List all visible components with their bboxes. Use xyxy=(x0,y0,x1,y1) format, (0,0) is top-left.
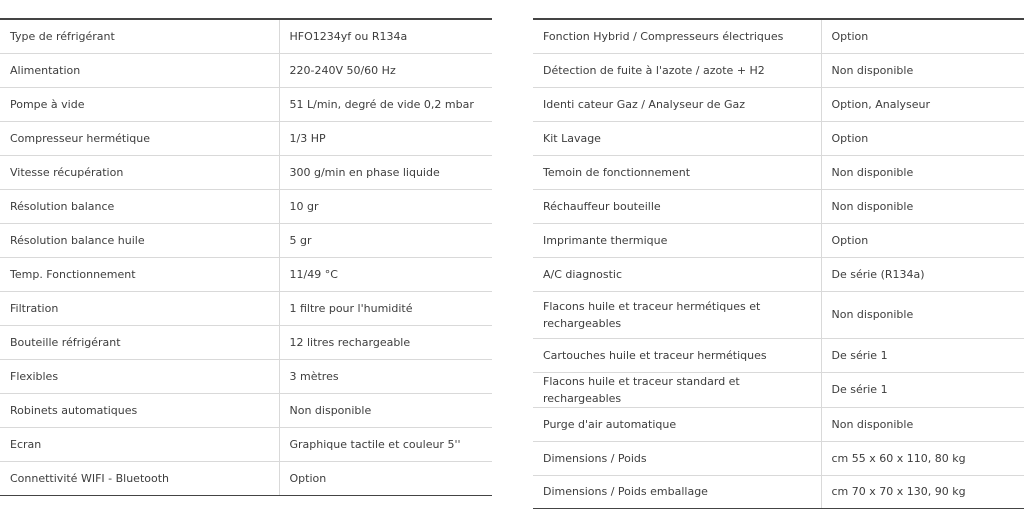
spec-label-cell: Flacons huile et traceur hermétiques et rechargeables xyxy=(533,291,821,338)
table-row xyxy=(533,87,1024,121)
table-row xyxy=(0,189,492,223)
spec-table-right-body xyxy=(533,19,1024,508)
spec-label-cell: Kit Lavage xyxy=(533,121,821,155)
spec-label-cell: Ecran xyxy=(0,427,279,461)
spec-value-cell: 11/49 °C xyxy=(279,257,492,291)
table-row xyxy=(533,291,1024,338)
spec-table-left-body xyxy=(0,19,492,495)
table-row xyxy=(0,223,492,257)
spec-value-cell: De série 1 xyxy=(821,372,1024,407)
spec-value-cell: Graphique tactile et couleur 5'' xyxy=(279,427,492,461)
spec-value-cell: 12 litres rechargeable xyxy=(279,325,492,359)
spec-value-cell: Non disponible xyxy=(279,393,492,427)
spec-label-cell: Cartouches huile et traceur hermétiques xyxy=(533,338,821,372)
table-row xyxy=(0,19,492,53)
spec-value-cell: 10 gr xyxy=(279,189,492,223)
spec-value-cell: Option, Analyseur xyxy=(821,87,1024,121)
table-row xyxy=(0,325,492,359)
table-row xyxy=(0,155,492,189)
spec-value-cell: 3 mètres xyxy=(279,359,492,393)
spec-value-cell: 1/3 HP xyxy=(279,121,492,155)
spec-label-cell: Compresseur hermétique xyxy=(0,121,279,155)
spec-value-cell: cm 70 x 70 x 130, 90 kg xyxy=(821,475,1024,508)
table-row xyxy=(533,372,1024,407)
spec-value-cell: Option xyxy=(279,461,492,495)
spec-label-cell: Identi cateur Gaz / Analyseur de Gaz xyxy=(533,87,821,121)
table-row xyxy=(0,393,492,427)
spec-table-right xyxy=(533,18,1024,509)
table-row xyxy=(0,53,492,87)
spec-label-cell: Type de réfrigérant xyxy=(0,19,279,53)
table-row xyxy=(533,441,1024,475)
spec-label-cell: Détection de fuite à l'azote / azote + H2 xyxy=(533,53,821,87)
table-row xyxy=(533,155,1024,189)
spec-value-cell: 5 gr xyxy=(279,223,492,257)
spec-label-cell: Dimensions / Poids xyxy=(533,441,821,475)
spec-value-cell: 300 g/min en phase liquide xyxy=(279,155,492,189)
spec-value-cell: Non disponible xyxy=(821,155,1024,189)
table-row xyxy=(533,121,1024,155)
spec-label-cell: Flexibles xyxy=(0,359,279,393)
table-row xyxy=(0,121,492,155)
spec-label-cell: Dimensions / Poids emballage xyxy=(533,475,821,508)
spec-value-cell: De série (R134a) xyxy=(821,257,1024,291)
spec-table-left xyxy=(0,18,492,496)
spec-label-cell: Vitesse récupération xyxy=(0,155,279,189)
table-row xyxy=(533,19,1024,53)
spec-value-cell: 220-240V 50/60 Hz xyxy=(279,53,492,87)
spec-label-cell: Réchauffeur bouteille xyxy=(533,189,821,223)
spec-value-cell: Non disponible xyxy=(821,189,1024,223)
table-row xyxy=(533,189,1024,223)
table-row xyxy=(533,407,1024,441)
spec-label-cell: Résolution balance xyxy=(0,189,279,223)
spec-label-cell: Résolution balance huile xyxy=(0,223,279,257)
table-row xyxy=(0,291,492,325)
spec-label-cell: A/C diagnostic xyxy=(533,257,821,291)
spec-value-cell: Non disponible xyxy=(821,291,1024,338)
spec-label-cell: Imprimante thermique xyxy=(533,223,821,257)
table-row xyxy=(0,427,492,461)
table-row xyxy=(533,223,1024,257)
spec-value-cell: cm 55 x 60 x 110, 80 kg xyxy=(821,441,1024,475)
spec-label-cell: Purge d'air automatique xyxy=(533,407,821,441)
table-row xyxy=(0,461,492,495)
table-row xyxy=(0,257,492,291)
spec-label-cell: Filtration xyxy=(0,291,279,325)
spec-value-cell: HFO1234yf ou R134a xyxy=(279,19,492,53)
table-row xyxy=(0,87,492,121)
spec-label-cell: Robinets automatiques xyxy=(0,393,279,427)
table-row xyxy=(0,359,492,393)
spec-label-cell: Alimentation xyxy=(0,53,279,87)
spec-label-cell: Connettivité WIFI - Bluetooth xyxy=(0,461,279,495)
spec-label-cell: Bouteille réfrigérant xyxy=(0,325,279,359)
spec-value-cell: 51 L/min, degré de vide 0,2 mbar xyxy=(279,87,492,121)
table-row xyxy=(533,338,1024,372)
spec-value-cell: De série 1 xyxy=(821,338,1024,372)
spec-label-cell: Temoin de fonctionnement xyxy=(533,155,821,189)
spec-value-cell: Non disponible xyxy=(821,53,1024,87)
spec-value-cell: Non disponible xyxy=(821,407,1024,441)
table-row xyxy=(533,53,1024,87)
spec-value-cell: Option xyxy=(821,121,1024,155)
table-row xyxy=(533,475,1024,508)
table-row xyxy=(533,257,1024,291)
spec-label-cell: Flacons huile et traceur standard et rechargeables xyxy=(533,372,821,407)
spec-value-cell: Option xyxy=(821,19,1024,53)
spec-label-cell: Pompe à vide xyxy=(0,87,279,121)
spec-value-cell: Option xyxy=(821,223,1024,257)
spec-value-cell: 1 filtre pour l'humidité xyxy=(279,291,492,325)
spec-label-cell: Temp. Fonctionnement xyxy=(0,257,279,291)
spec-label-cell: Fonction Hybrid / Compresseurs électriques xyxy=(533,19,821,53)
